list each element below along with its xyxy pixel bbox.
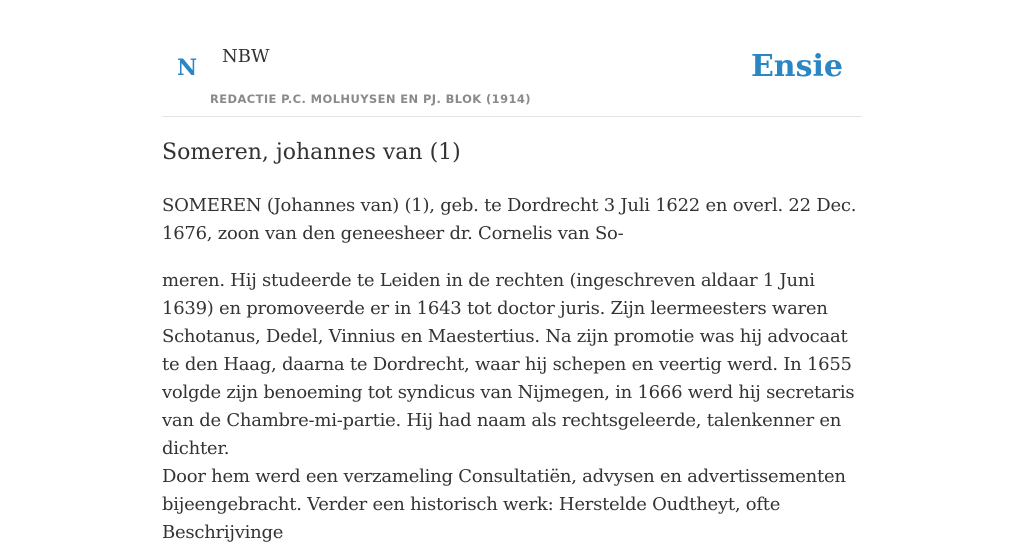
source-subtitle: REDACTIE P.C. MOLHUYSEN EN PJ. BLOK (1914) [210,92,531,106]
brand-logo-link[interactable]: Ensie [750,49,843,84]
content-column [162,0,862,543]
article-title: Someren, johannes van (1) [162,140,461,165]
article-paragraph: Door hem werd een verzameling Consultatiën, advysen en advertissementen bijeengebracht. Verder een historisch werk: Herstelde Oudtheyt, ofte Beschrijvinge [162,466,846,543]
source-logo-icon[interactable]: N [177,55,198,81]
article-paragraph: SOMEREN (Johannes van) (1), geb. te Dordrecht 3 Juli 1622 en overl. 22 Dec. 1676, zoon van den geneesheer dr. Cornelis van So- [162,195,857,244]
article-paragraph: meren. Hij studeerde te Leiden in de rechten (ingeschreven aldaar 1 Juni 1639) en promoveerde er in 1643 tot doctor juris. Zijn leermeesters waren Schotanus, Dedel, Vinnius en Maestertius. Na zijn promotie was hij advocaat te den Haag, daarna te Dordrecht, waar hij schepen en veertig werd. In 1655 volgde zijn benoeming tot syndicus van Nijmegen, in 1666 werd hij secretaris van de Chambre-mi-partie. Hij had naam als rechtsgeleerde, talenkenner en dichter. [162,270,855,459]
site-header [162,0,862,117]
source-name[interactable]: NBW [222,46,270,67]
